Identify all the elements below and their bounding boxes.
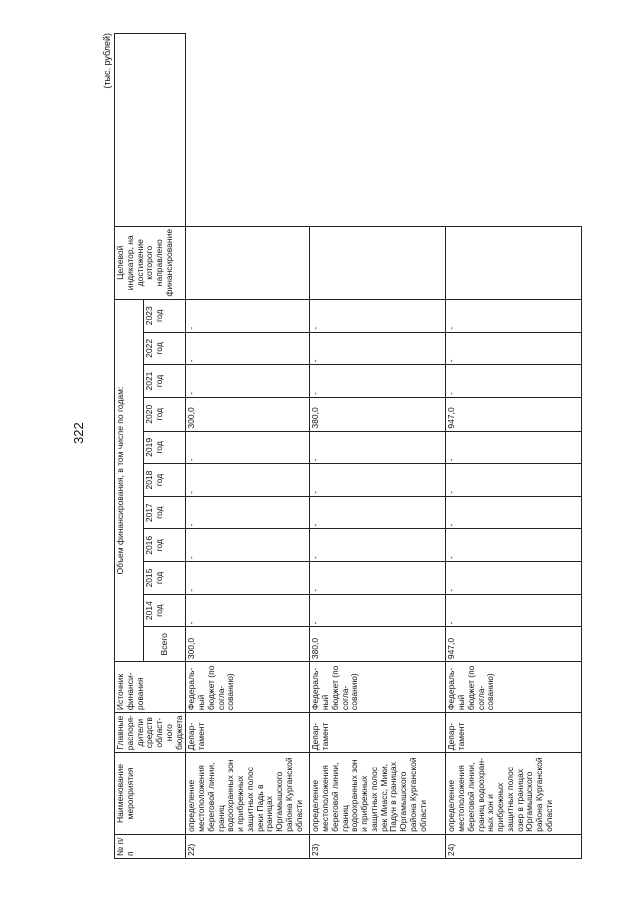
row-name: определение местоположения береговой линии, границ водоохранных зон и прибрежных защитных полос реки Падь в границах Юргамышского района Курганской области: [186, 753, 310, 835]
header-total: Всего: [144, 627, 186, 662]
row-year-value: -: [310, 365, 446, 398]
funding-table: [114, 33, 582, 859]
row-year-value: -: [310, 562, 446, 595]
page-number: 322: [71, 422, 86, 444]
row-year-value: -: [186, 594, 310, 627]
row-target: [186, 226, 310, 299]
row-target: [446, 226, 582, 299]
row-year-value: -: [446, 594, 582, 627]
row-year-value: -: [186, 365, 310, 398]
row-year-value: -: [446, 496, 582, 529]
row-year-value: -: [186, 496, 310, 529]
row-no: 23): [310, 834, 446, 858]
row-year-value: -: [446, 299, 582, 332]
row-manager: Депар-тамент: [446, 713, 582, 753]
header-year: 2020 год: [144, 397, 186, 431]
row-year-value: -: [310, 496, 446, 529]
header-target: Целевой индикатор, на достижение которого направлено финансирование: [115, 226, 186, 299]
row-year-value: -: [310, 529, 446, 562]
row-year-value: -: [186, 464, 310, 497]
row-source: Федераль-ный бюджет (по согла-сованию): [186, 662, 310, 713]
header-year: 2015 год: [144, 562, 186, 595]
header-year: 2023 год: [144, 299, 186, 332]
row-year-value: -: [446, 464, 582, 497]
row-year-value: -: [186, 529, 310, 562]
row-year-value: -: [186, 332, 310, 365]
table-row: [446, 34, 582, 859]
row-year-value: -: [310, 464, 446, 497]
row-target: [310, 226, 446, 299]
row-total: 947,0: [446, 627, 582, 662]
row-year-value: -: [186, 562, 310, 595]
row-year-value: 380,0: [310, 397, 446, 431]
header-name: Наименование мероприятия: [115, 753, 186, 835]
row-name: определение местоположения береговой линии, границ водоохран-ных зон и прибрежных защитных полос озер в границах Юргамышского района Курганской области: [446, 753, 582, 835]
header-funding: Объем финансирования, в том числе по годам:: [115, 299, 144, 661]
row-year-value: -: [446, 365, 582, 398]
header-year: 2022 год: [144, 332, 186, 365]
header-year: 2017 год: [144, 496, 186, 529]
row-year-value: -: [186, 431, 310, 464]
header-year: 2021 год: [144, 365, 186, 398]
row-source: Федераль-ный бюджет (по согла-сованию): [446, 662, 582, 713]
blank-column: [115, 34, 186, 227]
row-no: 22): [186, 834, 310, 858]
row-year-value: -: [310, 332, 446, 365]
header-manager: Главные распоря-дители средств област-ного бюджета: [115, 713, 186, 753]
row-name: определение местоположения береговой линии, границ водоохранных зон и прибрежных защитных полос рек Миасс, Мики, Падун в границах Юргамышского района Курганской области: [310, 753, 446, 835]
row-year-value: -: [446, 562, 582, 595]
table-row: [186, 34, 310, 859]
header-year: 2018 год: [144, 464, 186, 497]
row-year-value: -: [446, 529, 582, 562]
row-year-value: -: [186, 299, 310, 332]
table-row: [310, 34, 446, 859]
header-year: 2014 год: [144, 594, 186, 627]
rotated-table-area: [104, 33, 600, 859]
row-year-value: -: [310, 431, 446, 464]
row-manager: Депар-тамент: [310, 713, 446, 753]
row-year-value: 300,0: [186, 397, 310, 431]
row-total: 380,0: [310, 627, 446, 662]
row-year-value: 947,0: [446, 397, 582, 431]
header-year: 2019 год: [144, 431, 186, 464]
units-label: (тыс. рублей): [102, 33, 112, 89]
row-year-value: -: [446, 332, 582, 365]
row-source: Федераль-ный бюджет (по согла-сованию): [310, 662, 446, 713]
row-manager: Депар-тамент: [186, 713, 310, 753]
header-no: № п/п: [115, 834, 186, 858]
row-year-value: -: [310, 299, 446, 332]
header-year: 2016 год: [144, 529, 186, 562]
row-no: 24): [446, 834, 582, 858]
row-year-value: -: [310, 594, 446, 627]
row-total: 300,0: [186, 627, 310, 662]
row-year-value: -: [446, 431, 582, 464]
header-source: Источник финанси-рования: [115, 662, 186, 713]
